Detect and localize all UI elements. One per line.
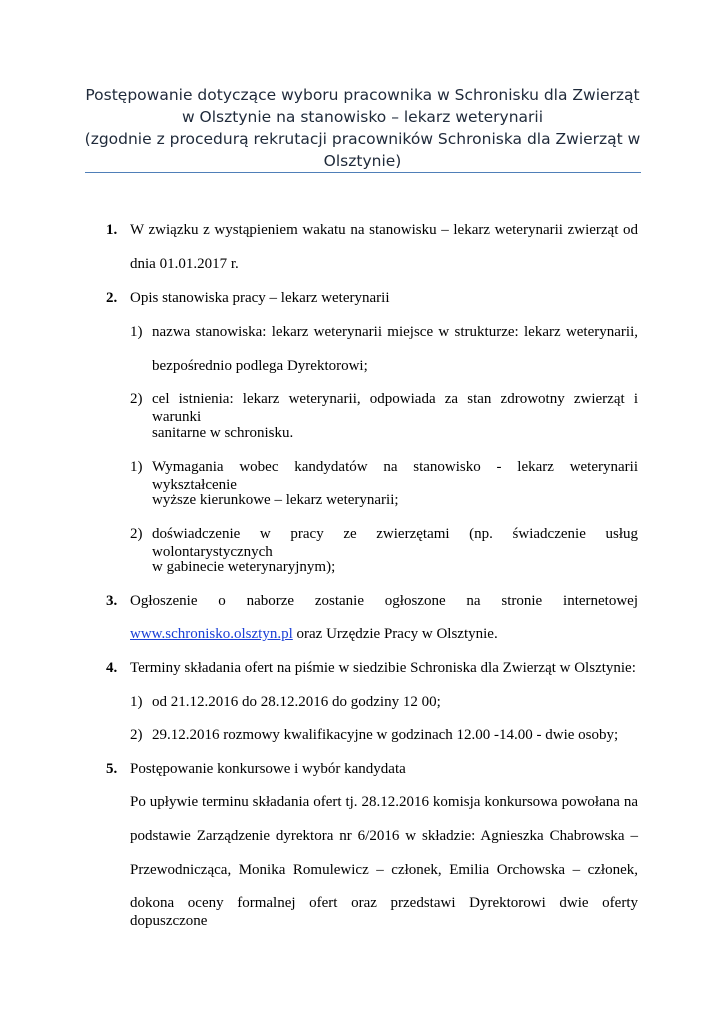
- item-2-sub-3-number: 1): [130, 459, 143, 475]
- item-2-sub-2-line-1: cel istnienia: lekarz weterynarii, odpowiada za stan zdrowotny zwierząt i warunki: [152, 391, 638, 425]
- item-2-sub-3-line-2: wyższe kierunkowe – lekarz weterynarii;: [152, 492, 399, 508]
- item-5-paragraph-line-3: Przewodnicząca, Monika Romulewicz – członek, Emilia Orchowska – członek,: [130, 862, 638, 878]
- item-1-number: 1.: [106, 222, 118, 238]
- title-line-1: Postępowanie dotyczące wyboru pracownika w Schronisku dla Zwierząt: [85, 86, 640, 104]
- item-4-sub-1-number: 1): [130, 694, 143, 710]
- item-4-sub-1-text: od 21.12.2016 do 28.12.2016 do godziny 12 00;: [152, 694, 441, 710]
- item-5-paragraph-line-2: podstawie Zarządzenie dyrektora nr 6/2016 w składzie: Agnieszka Chabrowska –: [130, 828, 638, 844]
- item-4-number: 4.: [106, 660, 118, 676]
- item-3-number: 3.: [106, 593, 118, 609]
- title-divider: [85, 172, 641, 173]
- item-4-sub-2-number: 2): [130, 727, 143, 743]
- item-2-number: 2.: [106, 290, 118, 306]
- item-2-sub-2-line-2: sanitarne w schronisku.: [152, 425, 294, 441]
- item-1-line-1: W związku z wystąpieniem wakatu na stanowisku – lekarz weterynarii zwierząt od: [130, 222, 638, 238]
- item-2-sub-1-line-2: bezpośrednio podlega Dyrektorowi;: [152, 358, 368, 374]
- item-2-sub-3-line-1: Wymagania wobec kandydatów na stanowisko - lekarz weterynarii wykształcenie: [152, 459, 638, 493]
- item-2-sub-2-number: 2): [130, 391, 143, 407]
- item-4-sub-2-text: 29.12.2016 rozmowy kwalifikacyjne w godzinach 12.00 -14.00 - dwie osoby;: [152, 727, 619, 743]
- item-2-sub-4-line-2: w gabinecie weterynaryjnym);: [152, 559, 336, 575]
- title-line-3: (zgodnie z procedurą rekrutacji pracowników Schroniska dla Zwierząt w: [84, 130, 641, 148]
- item-4-heading: Terminy składania ofert na piśmie w siedzibie Schroniska dla Zwierząt w Olsztynie:: [130, 660, 636, 676]
- item-3-line-2-text: oraz Urzędzie Pracy w Olsztynie.: [292, 626, 498, 642]
- title-line-2: w Olsztynie na stanowisko – lekarz weterynarii: [181, 108, 544, 126]
- item-1-line-2: dnia 01.01.2017 r.: [130, 256, 239, 272]
- title-line-4: Olsztynie): [323, 152, 402, 170]
- item-5-paragraph-line-1: Po upływie terminu składania ofert tj. 28.12.2016 komisja konkursowa powołana na: [130, 794, 638, 810]
- item-3-line-2: [130, 625, 498, 643]
- item-3-line-1: Ogłoszenie o naborze zostanie ogłoszone na stronie internetowej: [130, 593, 638, 609]
- item-5-paragraph-line-4: dokona oceny formalnej ofert oraz przedstawi Dyrektorowi dwie oferty dopuszczone: [130, 895, 638, 929]
- item-2-sub-4-number: 2): [130, 526, 143, 542]
- item-2-sub-1-line-1: nazwa stanowiska: lekarz weterynarii miejsce w strukturze: lekarz weterynarii,: [152, 324, 638, 340]
- item-5-number: 5.: [106, 761, 118, 777]
- item-5-heading: Postępowanie konkursowe i wybór kandydata: [130, 761, 406, 777]
- item-2-sub-1-number: 1): [130, 324, 143, 340]
- item-2-sub-4-line-1: doświadczenie w pracy ze zwierzętami (np. świadczenie usług wolontarystycznych: [152, 526, 638, 560]
- item-2-heading: Opis stanowiska pracy – lekarz weterynarii: [130, 290, 390, 306]
- shelter-website-link[interactable]: www.schronisko.olsztyn.pl: [130, 626, 293, 642]
- document-title: [80, 84, 645, 172]
